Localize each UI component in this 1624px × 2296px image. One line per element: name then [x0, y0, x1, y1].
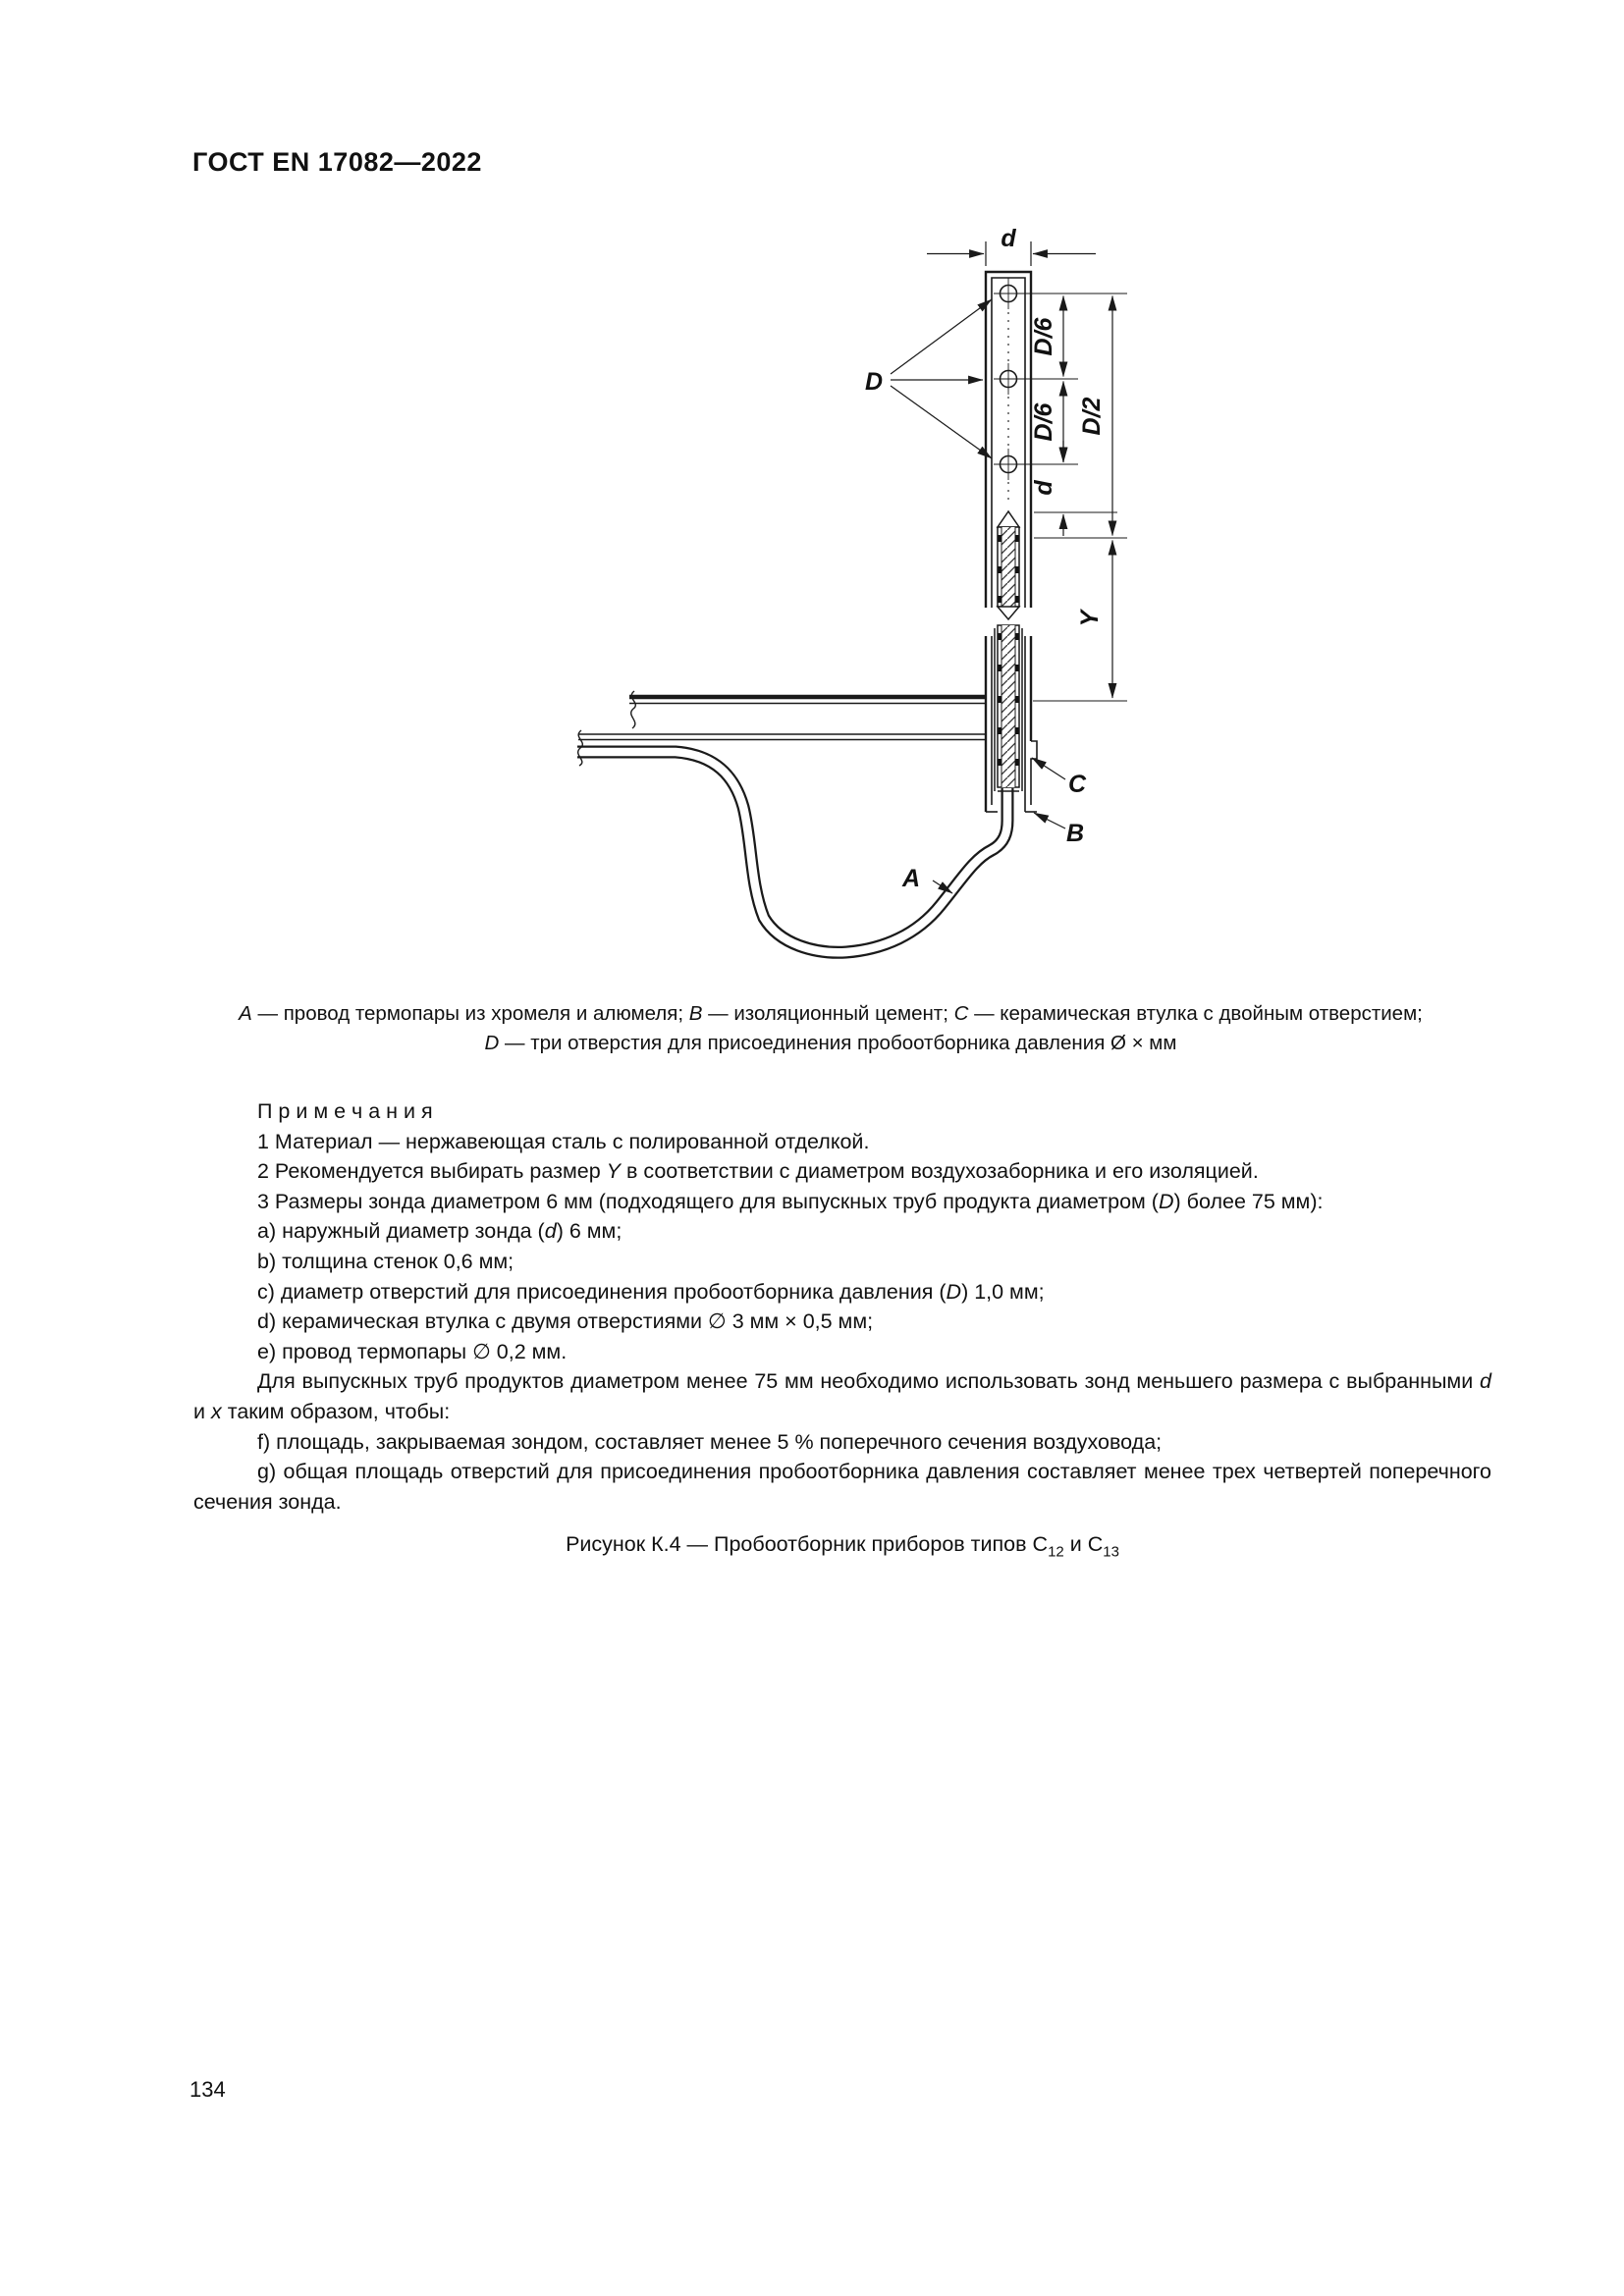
- page-number: 134: [189, 2077, 226, 2102]
- note-item-f: f) площадь, закрываемая зондом, составляет менее 5 % поперечного сечения воздуховода;: [257, 1429, 1163, 1454]
- item-c-text: c) диаметр отверстий для присоединения пробоотборника давления (: [257, 1279, 947, 1304]
- legend-key-c: C: [953, 1002, 969, 1025]
- label-y: Y: [1076, 610, 1104, 627]
- note-3-var-d: D: [1158, 1189, 1174, 1213]
- note-item-e: e) провод термопары ∅ 0,2 мм.: [257, 1339, 568, 1363]
- legend-key-a: A: [239, 1002, 252, 1025]
- legend-text-a: — провод термопары из хромеля и алюмеля;: [251, 1002, 689, 1025]
- legend-key-d: D: [484, 1032, 500, 1054]
- pressure-sampling-holes: [1001, 278, 1017, 503]
- item-a-text: a) наружный диаметр зонда (: [257, 1219, 545, 1244]
- legend-text-b: — изоляционный цемент;: [702, 1002, 954, 1025]
- paragraph-var-d: d: [1480, 1369, 1491, 1394]
- figure-k4-diagram: [0, 0, 1624, 991]
- probe-drawing: [0, 0, 1624, 991]
- label-holes-D: D: [864, 368, 884, 396]
- paragraph-text: Для выпускных труб продуктов диаметром менее 75 мм необходимо использовать зонд меньшего размера с выбранными: [257, 1369, 1481, 1394]
- page-title: ГОСТ EN 17082—2022: [192, 147, 482, 177]
- figure-legend: [118, 999, 1543, 1058]
- note-paragraph: [193, 1366, 1491, 1426]
- note-item-d: d) керамическая втулка с двумя отверстиями ∅ 3 мм × 0,5 мм;: [257, 1309, 874, 1334]
- label-c: C: [1067, 771, 1087, 798]
- caption-text: Рисунок К.4 — Пробоотборник приборов типов С: [566, 1532, 1049, 1556]
- legend-text-d: — три отверстия для присоединения пробоотборника давления Ø × мм: [499, 1032, 1177, 1054]
- note-2-var-y: Y: [606, 1159, 621, 1184]
- note-2: [193, 1156, 1491, 1187]
- legend-line-1: [118, 999, 1543, 1029]
- note-3-text: 3 Размеры зонда диаметром 6 мм (подходящего для выпускных труб продукта диаметром (: [257, 1189, 1159, 1213]
- label-d2: D/2: [1078, 397, 1106, 436]
- item-c-text-2: ) 1,0 мм;: [961, 1279, 1045, 1304]
- item-c-var: D: [946, 1279, 962, 1304]
- note-item-c: [193, 1277, 1491, 1308]
- caption-text-2: и С: [1063, 1532, 1104, 1556]
- caption-sub-13: 13: [1103, 1543, 1119, 1561]
- label-a: A: [901, 865, 921, 892]
- label-small-d: d: [1030, 480, 1057, 496]
- label-b: B: [1065, 820, 1085, 847]
- legend-key-b: B: [688, 1002, 703, 1025]
- thermocouple-wire: [577, 752, 1007, 952]
- note-2-text: 2 Рекомендуется выбирать размер: [257, 1159, 607, 1184]
- note-3-text-2: ) более 75 мм):: [1173, 1189, 1324, 1213]
- legend-text-c: — керамическая втулка с двойным отверстием;: [968, 1002, 1423, 1025]
- note-2-text-2: в соответствии с диаметром воздухозаборника и его изоляцией.: [620, 1159, 1259, 1184]
- note-item-b: b) толщина стенок 0,6 мм;: [257, 1249, 514, 1273]
- note-3: [193, 1187, 1491, 1217]
- paragraph-text-3: таким образом, чтобы:: [221, 1399, 451, 1423]
- figure-caption: [193, 1532, 1491, 1561]
- ceramic-sleeve-upper: [998, 511, 1019, 619]
- notes-heading: П р и м е ч а н и я: [257, 1099, 433, 1123]
- label-top-d: d: [1001, 225, 1016, 252]
- note-item-a: [193, 1216, 1491, 1247]
- item-a-var: d: [544, 1219, 557, 1244]
- legend-line-2: [118, 1029, 1543, 1058]
- note-item-g: g) общая площадь отверстий для присоединения пробоотборника давления составляет менее трех четвертей поперечного сечения зонда.: [193, 1460, 1491, 1514]
- paragraph-var-x: x: [210, 1399, 222, 1423]
- notes-block: [193, 1096, 1491, 1517]
- label-d6-upper: D/6: [1030, 317, 1057, 356]
- label-d6-lower: D/6: [1030, 402, 1057, 442]
- note-1: 1 Материал — нержавеющая сталь с полированной отделкой.: [257, 1129, 870, 1153]
- item-a-text-2: ) 6 мм;: [556, 1219, 623, 1244]
- caption-sub-12: 12: [1048, 1543, 1064, 1561]
- ceramic-sleeve-lower: [998, 625, 1019, 791]
- paragraph-text-2: и: [193, 1399, 211, 1423]
